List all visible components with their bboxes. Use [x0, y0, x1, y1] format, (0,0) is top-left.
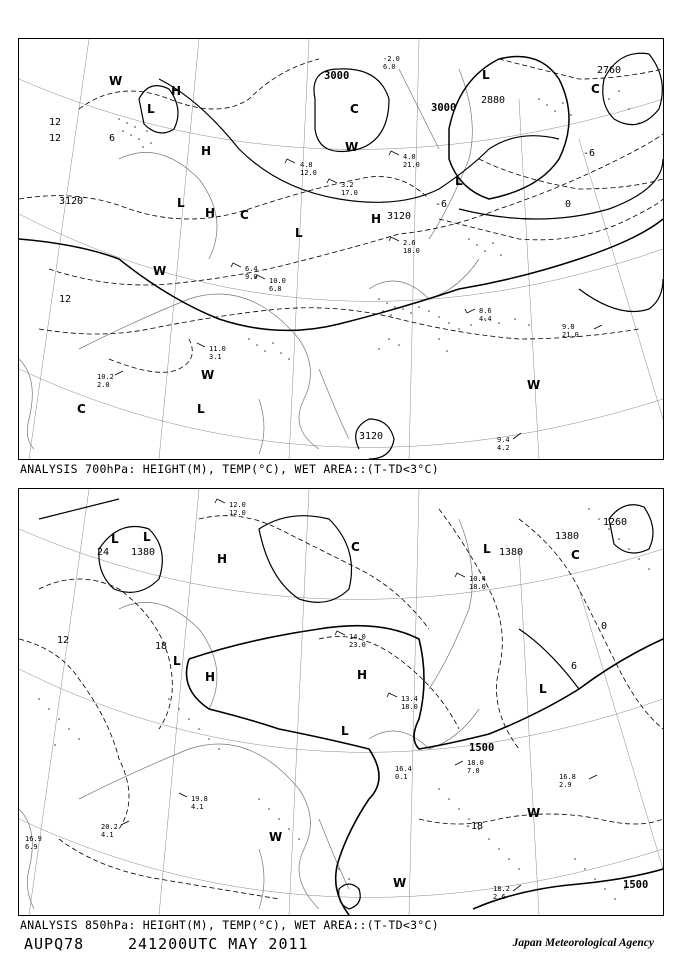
- high-center-symbol: H: [171, 84, 182, 98]
- station-dewpoint: 0.1: [395, 773, 408, 781]
- low-center-symbol: L: [482, 68, 490, 82]
- isotherm-label: 0: [565, 199, 572, 210]
- station-dewpoint: 6.8: [269, 285, 282, 293]
- station-dewpoint: 4.1: [101, 831, 114, 839]
- station-dewpoint: 2.6: [493, 893, 506, 901]
- low-center-symbol: L: [341, 724, 349, 738]
- station-temp: 16.8: [559, 773, 576, 781]
- low-center-symbol: L: [143, 530, 151, 544]
- height-label: 1380: [131, 547, 156, 558]
- map-850hpa-canvas: [19, 489, 663, 915]
- station-temp: 2.6: [403, 239, 416, 247]
- station-temp: 13.4: [401, 695, 418, 703]
- isotherm-label: 12: [49, 133, 62, 144]
- isotherms: [19, 509, 663, 899]
- station-dewpoint: 21.0: [562, 331, 579, 339]
- height-label: 3000: [324, 70, 350, 82]
- station-dewpoint: 7.0: [467, 767, 480, 775]
- cold-symbol: C: [240, 208, 249, 222]
- map-panel-850hpa: [18, 488, 664, 916]
- station-dewpoint: 12.0: [300, 169, 317, 177]
- station-temp: 8.6: [479, 307, 492, 315]
- chart-code: AUPQ78: [24, 935, 85, 953]
- isotherm-label: 6: [109, 133, 116, 144]
- low-center-symbol: L: [455, 174, 463, 188]
- agency-credit: Japan Meteorological Agency: [512, 937, 654, 949]
- station-dewpoint: 21.0: [403, 161, 420, 169]
- isotherm-label: 12: [49, 117, 62, 128]
- isotherm-label: 12: [59, 294, 72, 305]
- station-dewpoint: 4.2: [497, 444, 510, 452]
- low-center-symbol: L: [147, 102, 155, 116]
- warm-symbol: W: [527, 806, 541, 820]
- station-temp: 9.8: [562, 323, 575, 331]
- station-temp: 10.0: [269, 277, 286, 285]
- height-label: 3120: [359, 431, 384, 442]
- station-dewpoint: 2.0: [97, 381, 110, 389]
- station-temp: 3.2: [341, 181, 354, 189]
- cold-symbol: C: [571, 548, 580, 562]
- isotherm-label: 0: [601, 621, 608, 632]
- high-center-symbol: H: [217, 552, 228, 566]
- station-temp: 16.9: [25, 835, 42, 843]
- low-center-symbol: L: [197, 402, 205, 416]
- isotherm-label: -18: [465, 821, 484, 832]
- cold-symbol: C: [351, 540, 360, 554]
- height-label: 1380: [555, 531, 580, 542]
- graticule: [19, 39, 663, 459]
- station-temp: 12.0: [229, 501, 246, 509]
- high-center-symbol: H: [201, 144, 212, 158]
- coastlines: [19, 69, 479, 454]
- warm-symbol: W: [109, 74, 123, 88]
- station-dewpoint: 4.4: [479, 315, 492, 323]
- station-temp: 9.4: [497, 436, 510, 444]
- panel-caption-700hpa: ANALYSIS 700hPa: HEIGHT(M), TEMP(°C), WET AREA::(T-TD<3°C): [20, 462, 439, 476]
- high-center-symbol: H: [205, 670, 216, 684]
- warm-symbol: W: [153, 264, 167, 278]
- low-center-symbol: L: [539, 682, 547, 696]
- cold-symbol: C: [350, 102, 359, 116]
- isotherm-label: 24: [97, 547, 110, 558]
- low-center-symbol: L: [295, 226, 303, 240]
- high-center-symbol: H: [205, 206, 216, 220]
- warm-symbol: W: [393, 876, 407, 890]
- height-label: 1500: [469, 742, 495, 754]
- isotherm-label: 12: [57, 635, 70, 646]
- warm-symbol: W: [345, 140, 359, 154]
- station-temp: 18.2: [493, 885, 510, 893]
- height-contours: [39, 499, 663, 915]
- isotherm-label: -6: [583, 148, 596, 159]
- station-temp: 4.0: [403, 153, 416, 161]
- height-label: 2880: [481, 95, 506, 106]
- station-plots: [97, 55, 579, 452]
- station-temp: -2.0: [383, 55, 400, 63]
- low-center-symbol: L: [177, 196, 185, 210]
- station-temp: 4.8: [300, 161, 313, 169]
- height-label: 1500: [623, 879, 649, 891]
- cold-symbol: C: [591, 82, 600, 96]
- high-center-symbol: H: [371, 212, 382, 226]
- station-dewpoint: 18.0: [469, 583, 486, 591]
- station-dewpoint: 23.0: [349, 641, 366, 649]
- station-dewpoint: 18.0: [401, 703, 418, 711]
- height-label: 1260: [603, 517, 628, 528]
- station-dewpoint: 18.0: [403, 247, 420, 255]
- high-center-symbol: H: [357, 668, 368, 682]
- station-dewpoint: 17.0: [341, 189, 358, 197]
- map-panel-700hpa: [18, 38, 664, 460]
- station-temp: 20.2: [101, 823, 118, 831]
- station-dewpoint: 9.0: [245, 273, 258, 281]
- wet-area-stipple: [38, 508, 650, 900]
- height-label: 3000: [431, 102, 457, 114]
- station-plots: [25, 501, 576, 901]
- station-temp: 16.4: [395, 765, 412, 773]
- station-temp: 14.0: [349, 633, 366, 641]
- station-temp: 11.0: [209, 345, 226, 353]
- station-dewpoint: 6.9: [25, 843, 38, 851]
- isotherm-label: 6: [571, 661, 578, 672]
- height-label: 1380: [499, 547, 524, 558]
- isotherm-label: 18: [155, 641, 168, 652]
- station-temp: 10.2: [97, 373, 114, 381]
- low-center-symbol: L: [173, 654, 181, 668]
- height-label: 3120: [387, 211, 412, 222]
- map-700hpa-canvas: [19, 39, 663, 459]
- station-dewpoint: 12.0: [229, 509, 246, 517]
- station-temp: 6.4: [245, 265, 258, 273]
- panel-caption-850hpa: ANALYSIS 850hPa: HEIGHT(M), TEMP(°C), WET AREA::(T-TD<3°C): [20, 918, 439, 932]
- station-dewpoint: 2.9: [559, 781, 572, 789]
- warm-symbol: W: [201, 368, 215, 382]
- station-temp: 19.8: [191, 795, 208, 803]
- isotherm-label: -6: [435, 199, 448, 210]
- station-dewpoint: 6.0: [383, 63, 396, 71]
- warm-symbol: W: [527, 378, 541, 392]
- low-center-symbol: L: [111, 532, 119, 546]
- height-label: 3120: [59, 196, 84, 207]
- wind-barbs: [115, 151, 602, 439]
- warm-symbol: W: [269, 830, 283, 844]
- height-label: 2760: [597, 65, 622, 76]
- coastlines: [19, 519, 479, 909]
- station-dewpoint: 4.1: [191, 803, 204, 811]
- station-temp: 18.0: [467, 759, 484, 767]
- low-center-symbol: L: [483, 542, 491, 556]
- valid-time: 241200UTC MAY 2011: [128, 935, 309, 953]
- cold-symbol: C: [77, 402, 86, 416]
- station-dewpoint: 3.1: [209, 353, 222, 361]
- station-temp: 10.4: [469, 575, 486, 583]
